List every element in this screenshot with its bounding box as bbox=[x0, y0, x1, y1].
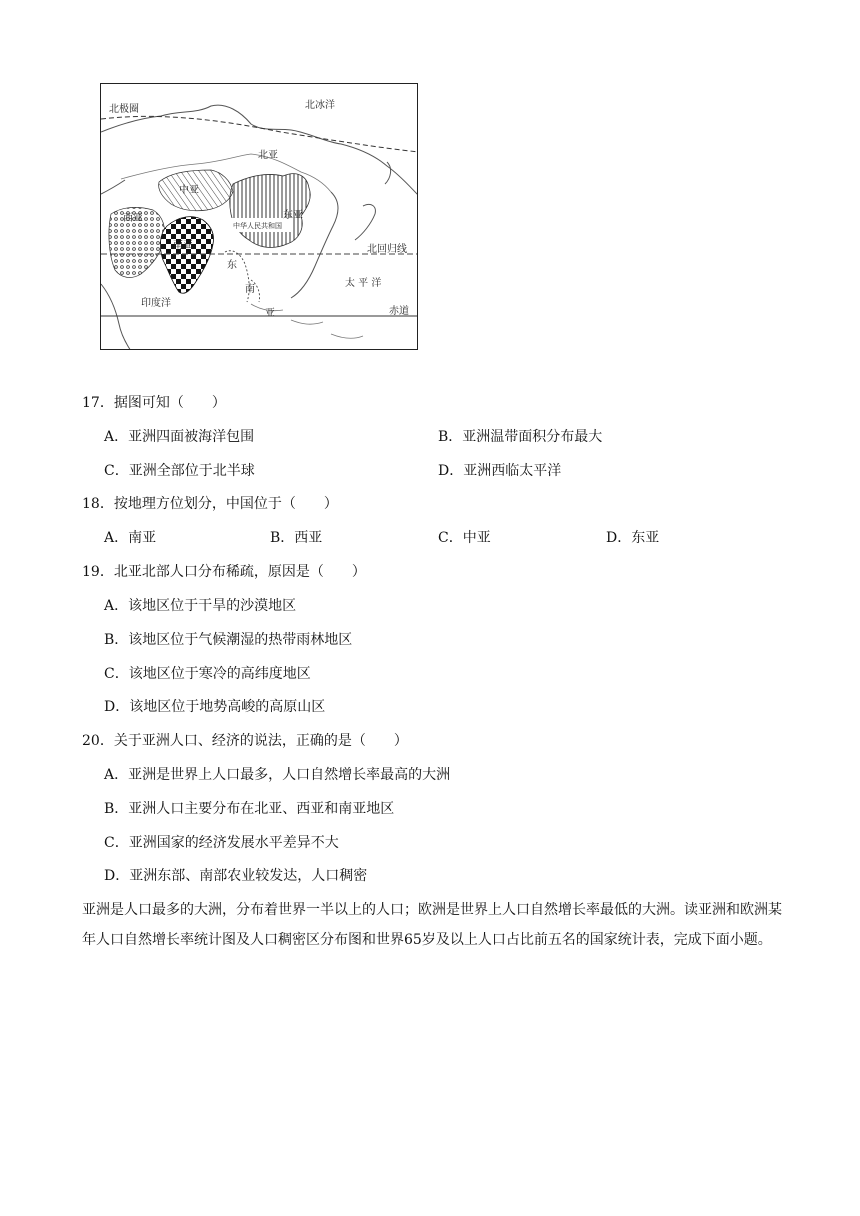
label-southeast-1: 东 bbox=[227, 260, 237, 271]
question-18-option-b: B．西亚 bbox=[270, 530, 323, 546]
label-west-asia: 西亚 bbox=[123, 213, 143, 224]
question-17-option-d: D．亚洲西临太平洋 bbox=[438, 463, 562, 479]
label-east-asia: 东亚 bbox=[283, 210, 303, 221]
label-southeast-2: 南 bbox=[245, 284, 255, 295]
question-17-option-a: A．亚洲四面被海洋包围 bbox=[104, 429, 255, 445]
question-17-option-b: B．亚洲温带面积分布最大 bbox=[438, 429, 603, 445]
label-pacific-ocean: 太 平 洋 bbox=[345, 278, 382, 289]
question-19-option-d: D．该地区位于地势高峻的高原山区 bbox=[104, 699, 326, 715]
label-arctic-ocean: 北冰洋 bbox=[305, 100, 335, 111]
question-19-option-c: C．该地区位于寒冷的高纬度地区 bbox=[104, 666, 311, 682]
question-20-stem: 20．关于亚洲人口、经济的说法，正确的是（ ） bbox=[82, 733, 408, 749]
south-asia-region bbox=[160, 217, 213, 294]
label-tropic-of-cancer: 北回归线 bbox=[367, 244, 407, 255]
question-19-option-b: B．该地区位于气候潮湿的热带雨林地区 bbox=[104, 632, 353, 648]
passage-text: 亚洲是人口最多的大洲，分布着世界一半以上的人口；欧洲是世界上人口自然增长率最低的大洲。读亚洲和欧洲某年人口自然增长率统计图及人口稠密区分布图和世界65岁及以上人口占比前五名的国家统计表，完成下面小题。 bbox=[82, 902, 782, 948]
question-17-option-c: C．亚洲全部位于北半球 bbox=[104, 463, 255, 479]
question-20-option-d: D．亚洲东部、南部农业较发达，人口稠密 bbox=[104, 868, 368, 884]
question-20-option-c: C．亚洲国家的经济发展水平差异不大 bbox=[104, 835, 339, 851]
map-drawing bbox=[101, 84, 418, 350]
label-central-asia: 中亚 bbox=[179, 185, 199, 196]
label-southeast-3: 亚 bbox=[265, 308, 275, 319]
label-arctic-circle: 北极圈 bbox=[109, 104, 139, 115]
asia-regions-map bbox=[100, 83, 418, 350]
label-south-asia: 南亚 bbox=[173, 240, 193, 251]
question-18-option-a: A．南亚 bbox=[104, 530, 157, 546]
label-prc: 中华人民共和国 bbox=[233, 222, 282, 230]
label-north-asia: 北亚 bbox=[258, 150, 278, 161]
question-18-option-d: D．东亚 bbox=[606, 530, 660, 546]
question-17-stem: 17．据图可知（ ） bbox=[82, 395, 226, 411]
question-20-option-b: B．亚洲人口主要分布在北亚、西亚和南亚地区 bbox=[104, 801, 395, 817]
question-20-option-a: A．亚洲是世界上人口最多，人口自然增长率最高的大洲 bbox=[104, 767, 451, 783]
label-indian-ocean: 印度洋 bbox=[141, 298, 171, 309]
question-18-option-c: C．中亚 bbox=[438, 530, 491, 546]
label-equator: 赤道 bbox=[389, 306, 409, 317]
question-19-option-a: A．该地区位于干旱的沙漠地区 bbox=[104, 598, 297, 614]
question-19-stem: 19．北亚北部人口分布稀疏，原因是（ ） bbox=[82, 564, 366, 580]
japan-islands bbox=[355, 162, 391, 240]
question-18-stem: 18．按地理方位划分，中国位于（ ） bbox=[82, 496, 338, 512]
